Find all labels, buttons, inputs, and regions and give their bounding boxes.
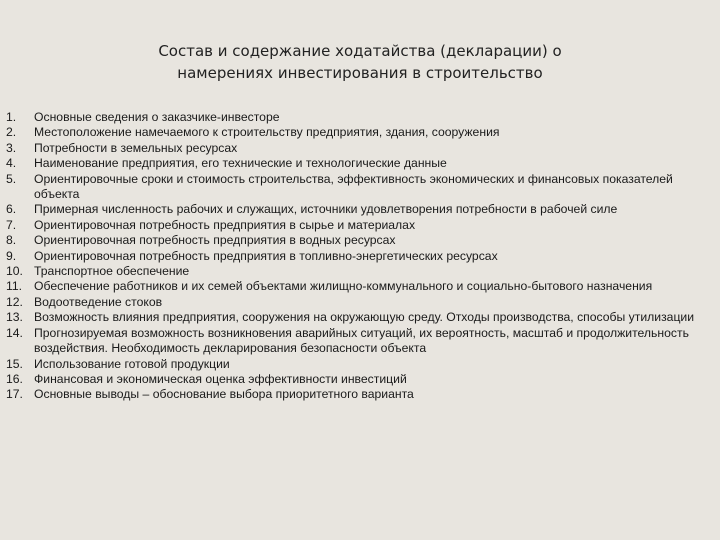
item-number: 14. — [6, 325, 23, 340]
item-number: 15. — [6, 356, 23, 371]
item-number: 7. — [6, 217, 17, 232]
item-text: Потребности в земельных ресурсах — [34, 140, 238, 155]
list-item — [6, 372, 712, 387]
item-text: Возможность влияния предприятия, сооружения на окружающую среду. Отходы производства, способы утилизации — [34, 310, 695, 325]
item-number: 10. — [6, 264, 23, 279]
item-number: 6. — [6, 202, 17, 217]
item-text: Транспортное обеспечение — [34, 264, 190, 279]
title-line-2: намерениях инвестирования в строительство — [177, 64, 543, 82]
item-text: Ориентировочная потребность предприятия в топливно-энергетических ресурсах — [34, 248, 498, 263]
list-item — [6, 110, 712, 125]
item-text: Наименование предприятия, его технические и технологические данные — [34, 156, 447, 171]
title-line-1: Состав и содержание ходатайства (декларации) о — [158, 42, 562, 60]
list-item — [6, 233, 712, 248]
list-item — [6, 202, 712, 217]
item-text: Обеспечение работников и их семей объектами жилищно-коммунального и социально-бытового назначения — [34, 279, 653, 294]
list-item — [6, 295, 712, 310]
item-number: 4. — [6, 156, 17, 171]
item-number: 1. — [6, 110, 17, 124]
list-item — [6, 218, 712, 233]
item-number: 3. — [6, 140, 17, 155]
list-item — [6, 279, 712, 294]
slide-title — [120, 40, 600, 84]
item-text: Использование готовой продукции — [34, 356, 230, 371]
list-item — [6, 387, 712, 402]
item-number: 16. — [6, 371, 23, 386]
list-item — [6, 156, 712, 171]
item-text: Примерная численность рабочих и служащих, источники удовлетворения потребности в рабочей силе — [34, 202, 618, 217]
list-item — [6, 326, 712, 357]
item-number: 13. — [6, 310, 23, 325]
item-text: Прогнозируемая возможность возникновения аварийных ситуаций, их вероятность, масштаб и продолжительность воздействия. Необходимость декларирования безопасности объекта — [34, 325, 689, 356]
list-item — [6, 264, 712, 279]
item-number: 8. — [6, 233, 17, 248]
list-item — [6, 310, 712, 325]
item-text: Основные выводы – обоснование выбора приоритетного варианта — [34, 387, 414, 402]
list-item — [6, 141, 712, 156]
list-item — [6, 125, 712, 140]
item-text: Ориентировочная потребность предприятия в сырье и материалах — [34, 217, 416, 232]
list-item — [6, 249, 712, 264]
item-number: 11. — [6, 279, 23, 294]
item-text: Ориентировочная потребность предприятия в водных ресурсах — [34, 233, 396, 248]
list-item — [6, 357, 712, 372]
item-text: Финансовая и экономическая оценка эффективности инвестиций — [34, 371, 407, 386]
item-number: 17. — [6, 387, 23, 402]
item-number: 12. — [6, 294, 23, 309]
item-number: 5. — [6, 171, 17, 186]
item-number: 9. — [6, 248, 17, 263]
item-number: 2. — [6, 125, 17, 140]
item-text: Ориентировочные сроки и стоимость строительства, эффективность экономических и финансовых показателей объекта — [34, 171, 673, 202]
item-text: Основные сведения о заказчике-инвесторе — [34, 110, 280, 124]
item-text: Водоотведение стоков — [34, 294, 163, 309]
list-item — [6, 172, 712, 203]
item-text: Местоположение намечаемого к строительству предприятия, здания, сооружения — [34, 125, 500, 140]
numbered-list — [6, 110, 712, 403]
